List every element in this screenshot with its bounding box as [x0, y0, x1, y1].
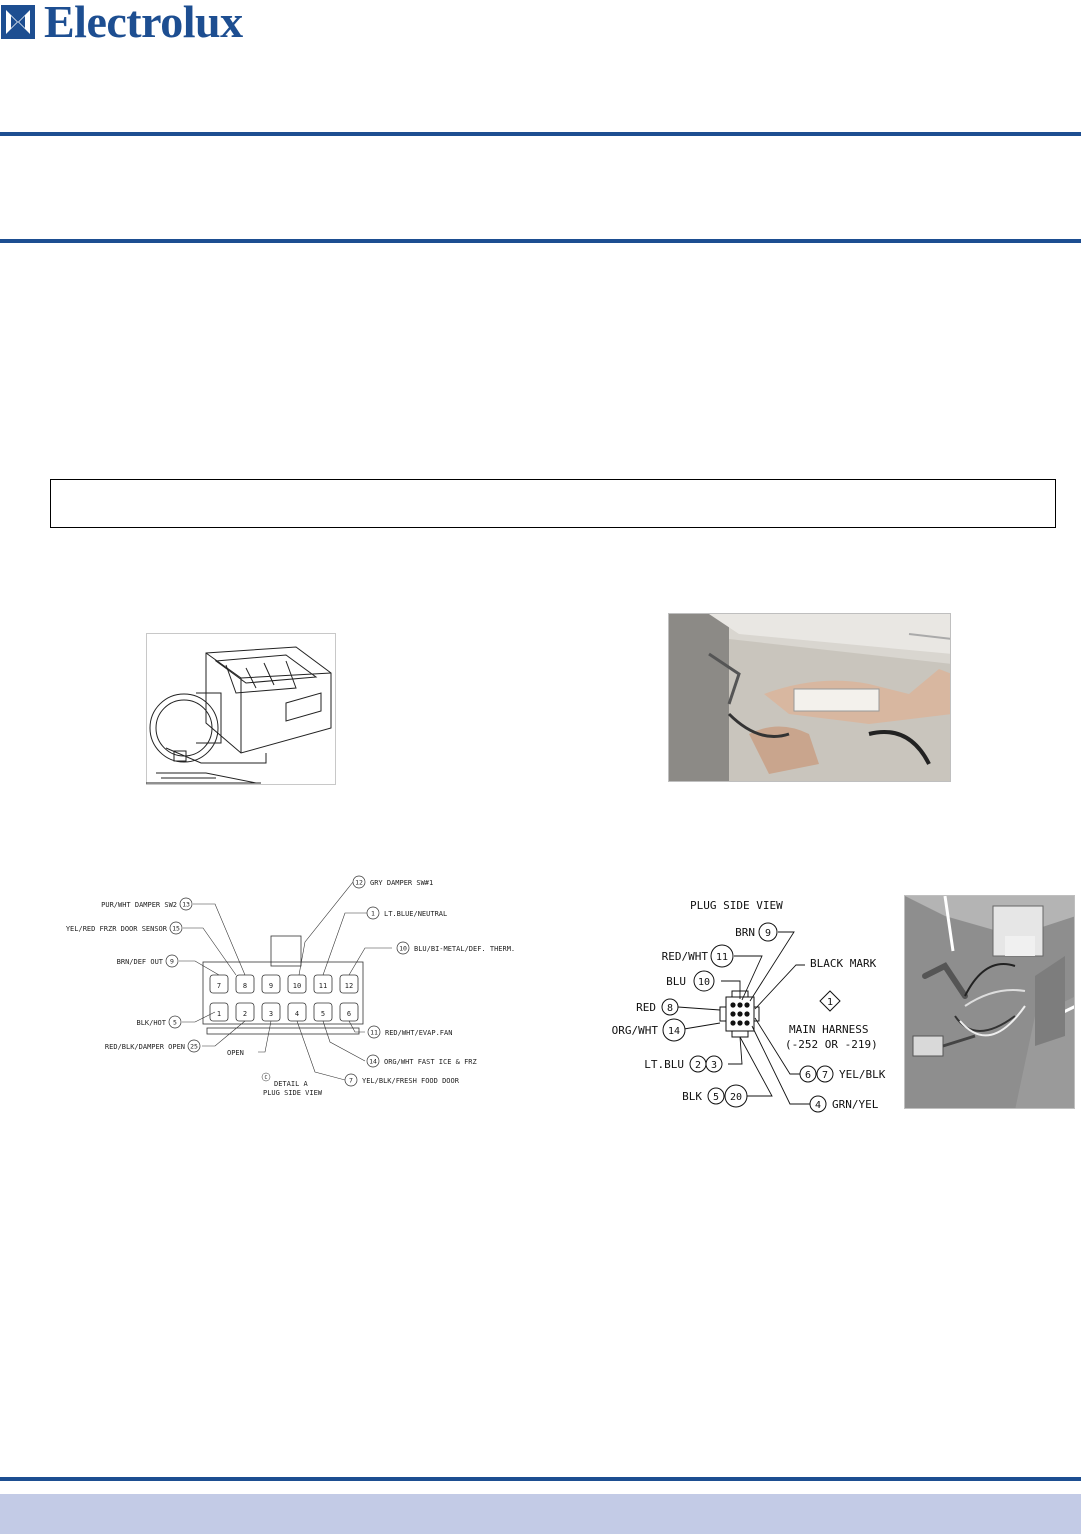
- harness-models: (-252 OR -219): [785, 1038, 878, 1051]
- callout-7: 7: [349, 1076, 353, 1085]
- callout-10: 10: [399, 944, 407, 953]
- header-rule-top: [0, 132, 1081, 136]
- damper-illustration: [146, 633, 336, 785]
- hand-disconnecting-control-photo-icon: [669, 614, 951, 782]
- label-grn-yel: GRN/YEL: [832, 1098, 879, 1111]
- label-red-wht: RED/WHT: [661, 950, 708, 963]
- pin-label: 12: [344, 982, 354, 990]
- pin-label: 5: [320, 1010, 326, 1018]
- circle-4: 4: [814, 1100, 822, 1111]
- label-brn: BRN: [735, 926, 755, 939]
- pin-label: 7: [216, 982, 222, 990]
- detail-a-diagram: [55, 872, 525, 1102]
- callout-13: 13: [182, 900, 190, 909]
- label-blu-bimetal: BLU/BI-METAL/DEF. THERM.: [414, 945, 516, 953]
- label-lt-blue-neutral: LT.BLUE/NEUTRAL: [384, 910, 448, 918]
- callout-9: 9: [170, 957, 174, 966]
- label-blk: BLK: [682, 1090, 702, 1103]
- control-photo: [668, 613, 951, 782]
- pin-label: 10: [292, 982, 302, 990]
- circle-7: 7: [821, 1070, 829, 1081]
- header-rule-bottom: [0, 239, 1081, 243]
- brand-name: Electrolux: [44, 0, 243, 47]
- pin-label: 9: [268, 982, 274, 990]
- label-open: OPEN: [227, 1049, 244, 1057]
- detail-a-plug-side: PLUG SIDE VIEW: [263, 1089, 323, 1097]
- circle-2: 2: [694, 1060, 702, 1071]
- circle-3: 3: [710, 1060, 718, 1071]
- detail-a-title: DETAIL A: [274, 1080, 308, 1088]
- label-org-wht-fast: ORG/WHT FAST ICE & FRZ: [384, 1058, 477, 1066]
- label-blk-hot: BLK/HOT: [136, 1019, 166, 1027]
- label-yel-red-frzr: YEL/RED FRZR DOOR SENSOR: [65, 925, 167, 933]
- label-red-wht-evap: RED/WHT/EVAP.FAN: [385, 1029, 453, 1037]
- notice-box: [50, 479, 1056, 528]
- footer-band: [0, 1494, 1081, 1534]
- pin-label: 3: [268, 1010, 274, 1018]
- damper-assembly-drawing-icon: [146, 633, 336, 785]
- brand-logo: [0, 0, 243, 47]
- label-gry-damper-sw1: GRY DAMPER SW#1: [370, 879, 434, 887]
- label-yel-blk: YEL/BLK: [839, 1068, 886, 1081]
- circle-20: 20: [729, 1092, 743, 1103]
- label-blu: BLU: [666, 975, 686, 988]
- harness-photo: [904, 895, 1075, 1109]
- callout-5: 5: [173, 1018, 177, 1027]
- pins-top: [210, 975, 358, 1021]
- label-pur-wht-damper: PUR/WHT DAMPER SW2: [101, 901, 177, 909]
- detail-a-plug-diagram: [55, 872, 525, 1102]
- main-harness-photo-icon: [905, 896, 1075, 1109]
- label-red-blk-damper: RED/BLK/DAMPER OPEN: [104, 1043, 185, 1051]
- pin-label: 4: [294, 1010, 300, 1018]
- label-brn-def-out: BRN/DEF OUT: [116, 958, 163, 966]
- circle-14: 14: [667, 1026, 681, 1037]
- plug-side-view-label: PLUG SIDE VIEW: [690, 899, 783, 912]
- circle-6: 6: [804, 1070, 812, 1081]
- main-harness-diagram: [600, 893, 900, 1115]
- callout-14: 14: [369, 1057, 377, 1066]
- label-red: RED: [636, 1001, 656, 1014]
- callout-15: 15: [172, 924, 180, 933]
- detail-mark: C: [264, 1075, 268, 1081]
- callout-25: 25: [190, 1042, 198, 1051]
- pin-label: 11: [318, 982, 328, 990]
- harness-title: MAIN HARNESS: [789, 1023, 869, 1036]
- callout-11: 11: [370, 1028, 378, 1037]
- footer-rule: [0, 1477, 1081, 1481]
- callout-1: 1: [371, 909, 375, 918]
- main-harness-plug-diagram: [600, 893, 900, 1115]
- electrolux-logo-icon: [0, 4, 36, 40]
- pin-label: 8: [242, 982, 248, 990]
- circle-5: 5: [712, 1092, 720, 1103]
- circle-10: 10: [697, 977, 711, 988]
- circle-11: 11: [715, 952, 729, 963]
- label-yel-blk-fresh: YEL/BLK/FRESH FOOD DOOR: [362, 1077, 459, 1085]
- circle-9: 9: [764, 928, 772, 939]
- label-lt-blu: LT.BLU: [644, 1058, 684, 1071]
- diamond-1: 1: [826, 997, 834, 1008]
- label-black-mark: BLACK MARK: [810, 957, 877, 970]
- pin-label: 2: [242, 1010, 248, 1018]
- label-org-wht: ORG/WHT: [611, 1024, 658, 1037]
- pin-label: 6: [346, 1010, 352, 1018]
- circle-8: 8: [666, 1003, 674, 1014]
- callout-12: 12: [355, 878, 363, 887]
- pin-label: 1: [216, 1010, 222, 1018]
